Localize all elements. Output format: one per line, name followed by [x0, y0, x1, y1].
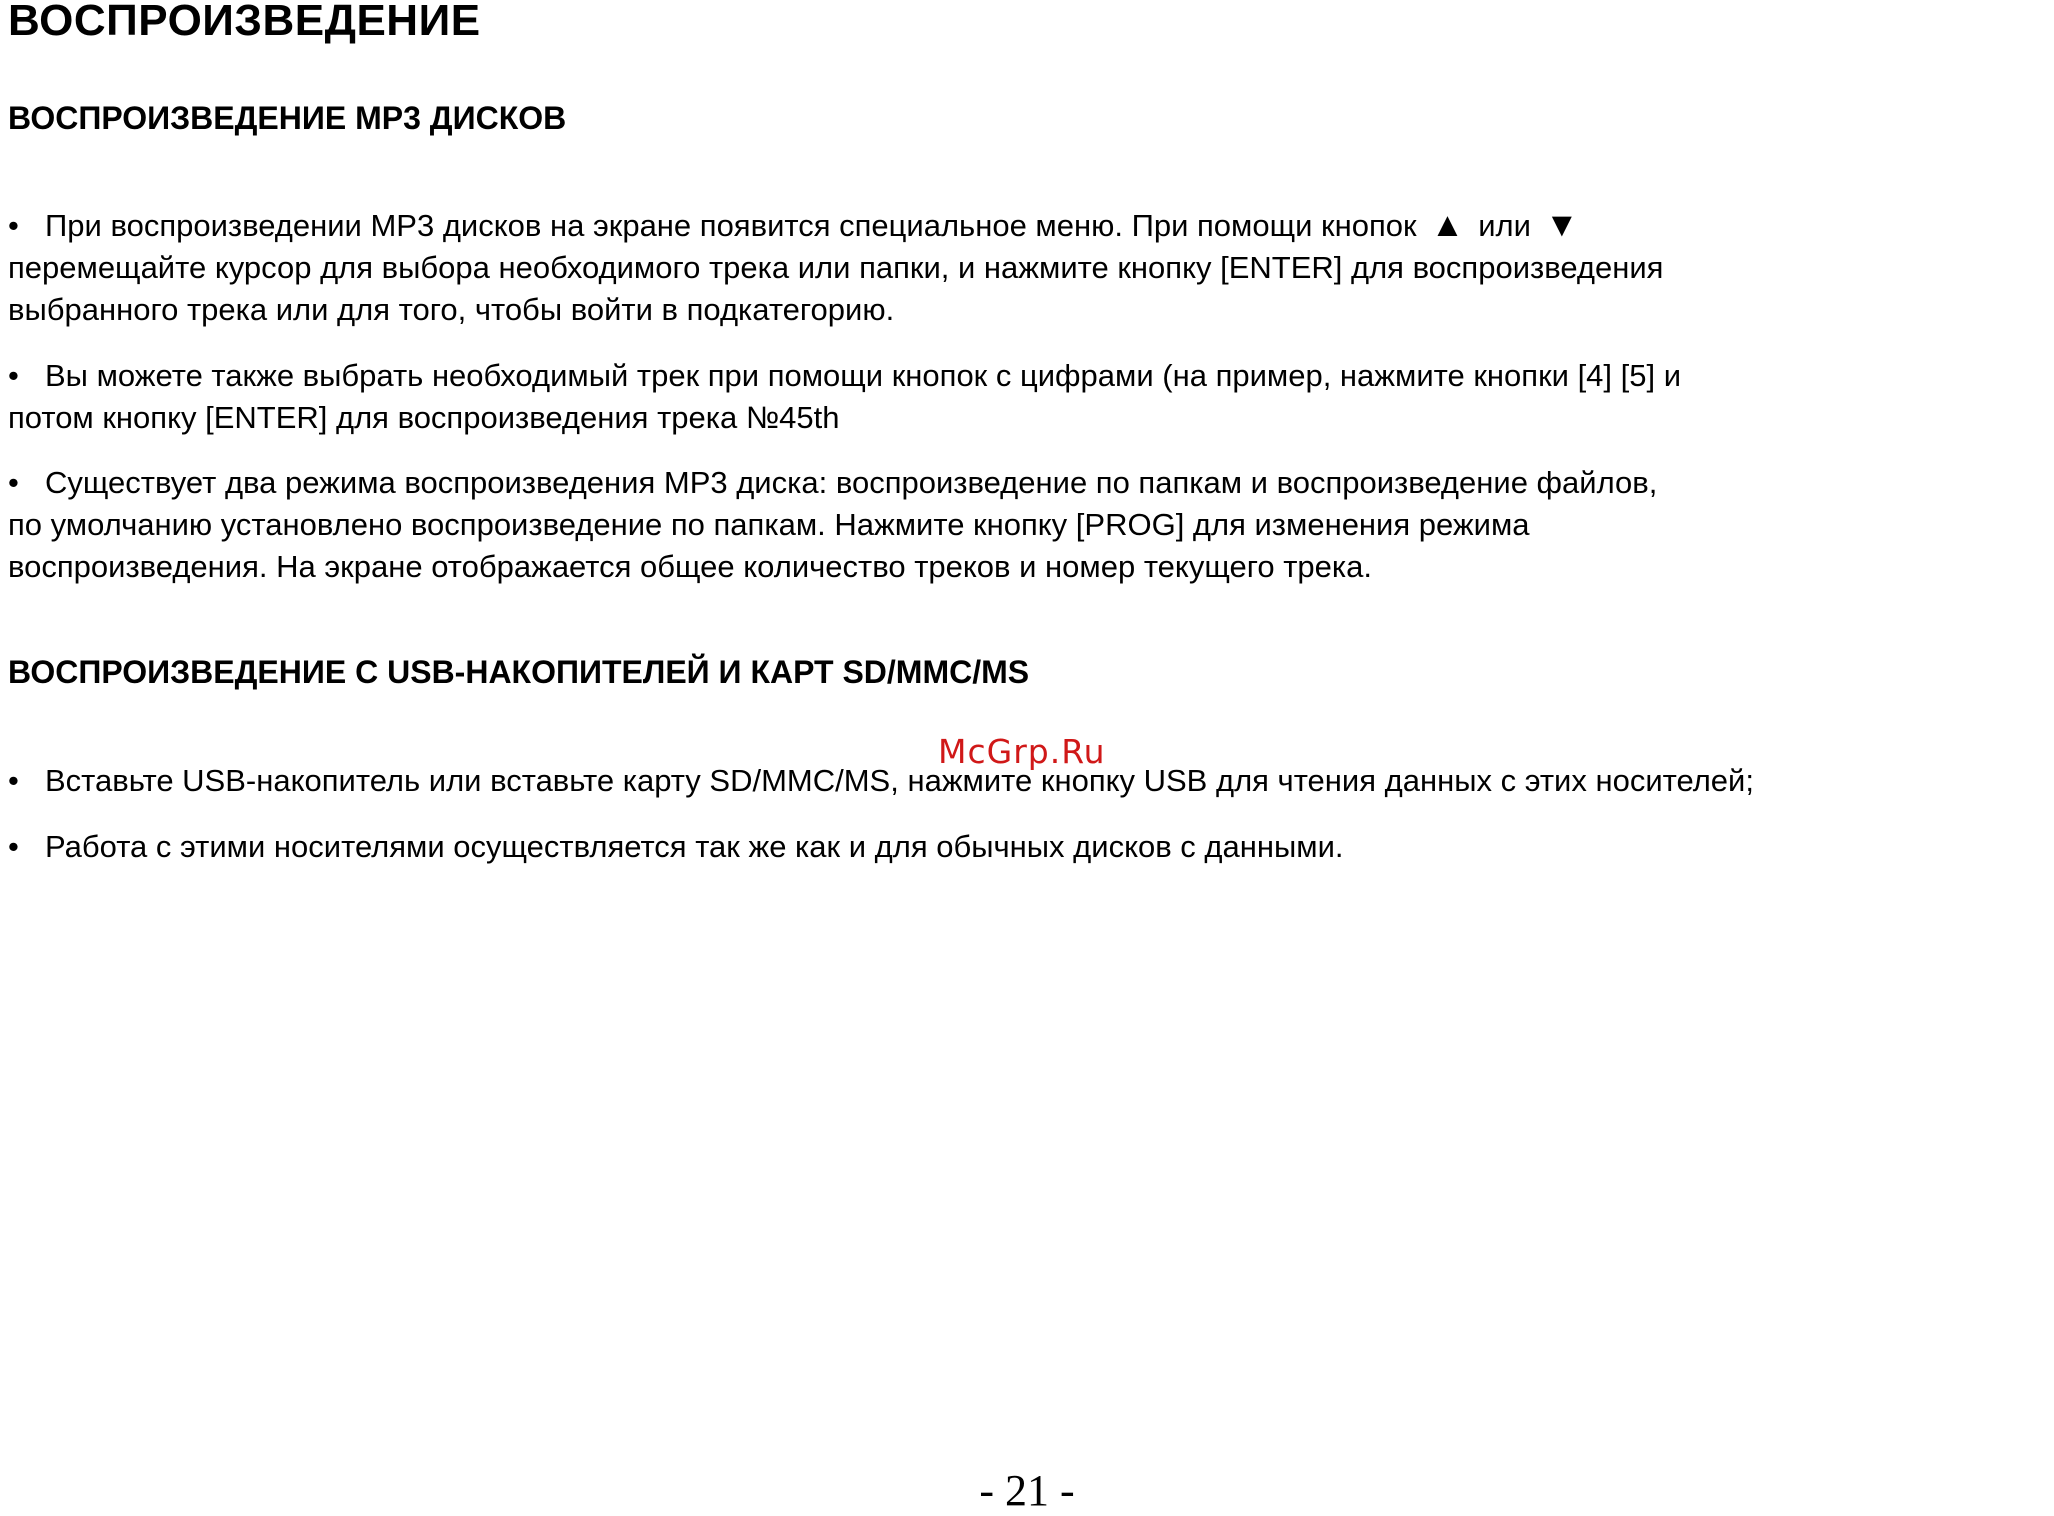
number-keys-text-line1: Вы можете также выбрать необходимый трек при помощи кнопок с цифрами (на пример, нажмите кнопки [4] [5] и — [45, 358, 1682, 393]
arrow-down-icon: ▼ — [1544, 206, 1579, 244]
mp3-menu-text-line2: перемещайте курсор для выбора необходимого трека или папки, и нажмите кнопку [ENTER] для воспроизведения — [8, 250, 1664, 285]
paragraph-insert-usb — [8, 760, 2048, 802]
bullet: • — [8, 763, 19, 798]
usb-usage-text: Работа с этими носителями осуществляется так же как и для обычных дисков с данными. — [45, 829, 1344, 864]
paragraph-play-modes — [8, 462, 2048, 588]
paragraph-mp3-menu — [8, 205, 2048, 331]
bullet: • — [8, 358, 19, 393]
paragraph-usb-usage — [8, 826, 2048, 868]
word-or: или — [1478, 208, 1531, 243]
number-keys-text-line2: потом кнопку [ENTER] для воспроизведения трека №45th — [8, 400, 840, 435]
section-heading-mp3: ВОСПРОИЗВЕДЕНИЕ MP3 ДИСКОВ — [8, 100, 567, 136]
bullet: • — [8, 465, 19, 500]
insert-usb-text: Вставьте USB-накопитель или вставьте карту SD/MMC/MS, нажмите кнопку USB для чтения данных с этих носителей; — [45, 763, 1754, 798]
page-number: - 21 - — [979, 1466, 1075, 1515]
paragraph-number-keys — [8, 355, 2048, 439]
watermark: McGrp.Ru — [938, 732, 1106, 771]
mp3-menu-text-line1: При воспроизведении MP3 дисков на экране появится специальное меню. При помощи кнопок — [45, 208, 1417, 243]
play-modes-text-line2: по умолчанию установлено воспроизведение по папкам. Нажмите кнопку [PROG] для изменения режима — [8, 507, 1530, 542]
mp3-menu-text-line3: выбранного трека или для того, чтобы войти в подкатегорию. — [8, 292, 895, 327]
section-heading-usb: ВОСПРОИЗВЕДЕНИЕ С USB-НАКОПИТЕЛЕЙ И КАРТ SD/MMC/MS — [8, 654, 1030, 690]
page-title: ВОСПРОИЗВЕДЕНИЕ — [8, 0, 481, 45]
play-modes-text-line1: Существует два режима воспроизведения MP3 диска: воспроизведение по папкам и воспроизведение файлов, — [45, 465, 1658, 500]
bullet: • — [8, 829, 19, 864]
play-modes-text-line3: воспроизведения. На экране отображается общее количество треков и номер текущего трека. — [8, 549, 1372, 584]
bullet: • — [8, 208, 19, 243]
arrow-up-icon: ▲ — [1430, 206, 1465, 244]
